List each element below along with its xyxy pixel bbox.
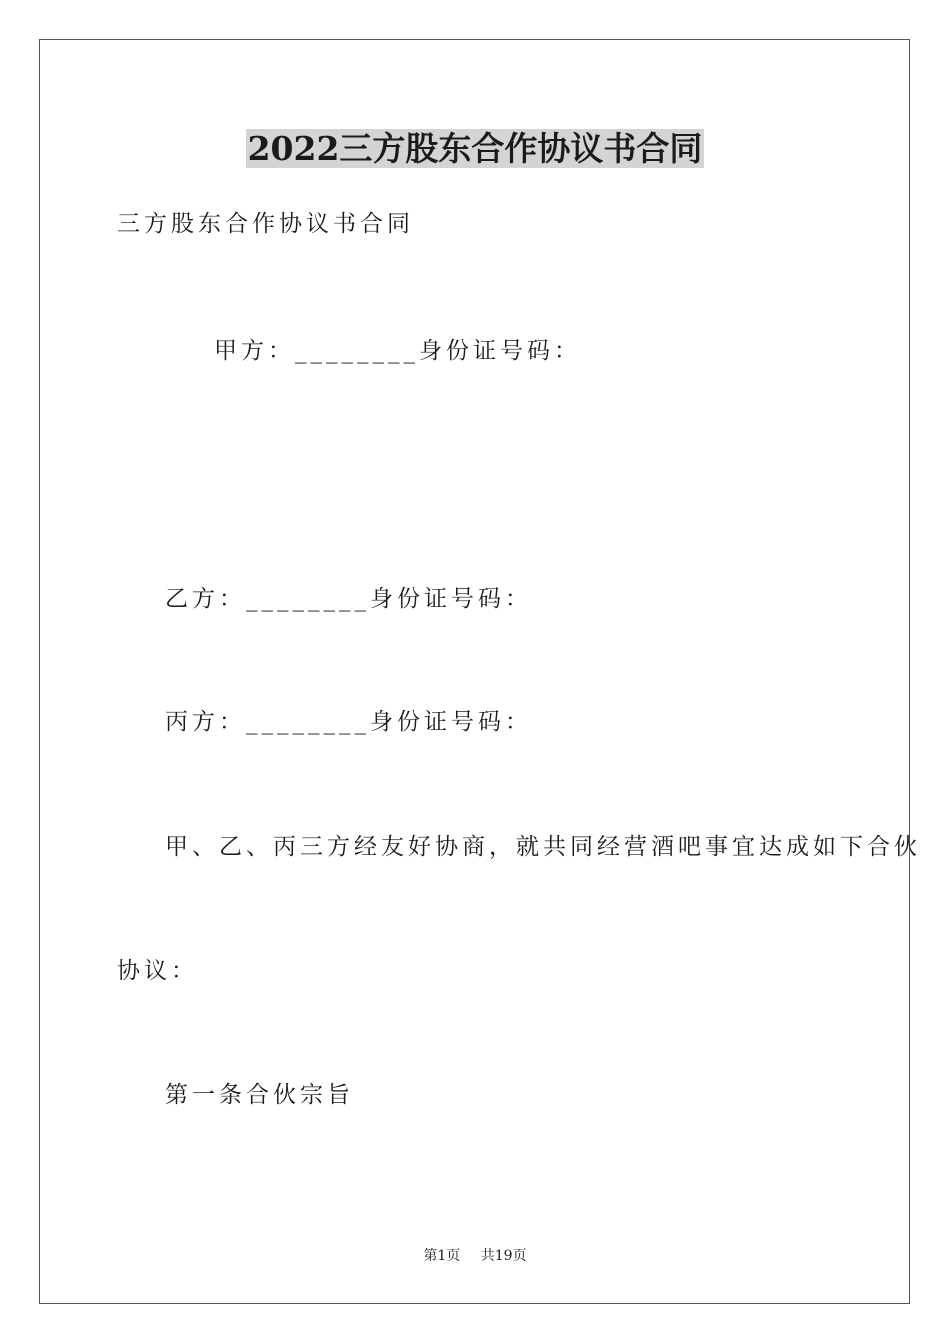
page-footer (0, 1247, 950, 1265)
page-number-current: 第1页 (423, 1248, 461, 1264)
party-a-line: 甲方：________身份证号码： (214, 338, 581, 364)
document-subtitle: 三方股东合作协议书合同 (117, 211, 414, 237)
intro-paragraph-line-2: 协议： (117, 958, 198, 984)
document-title (0, 127, 950, 171)
party-c-line: 丙方：________身份证号码： (165, 709, 532, 735)
page-number-total: 共19页 (480, 1248, 527, 1264)
party-b-line: 乙方：________身份证号码： (165, 586, 532, 612)
article-1-heading: 第一条合伙宗旨 (165, 1082, 354, 1108)
document-title-text: 2022三方股东合作协议书合同 (247, 129, 703, 168)
intro-paragraph-line-1: 甲、乙、丙三方经友好协商，就共同经营酒吧事宜达成如下合伙 (165, 834, 921, 860)
